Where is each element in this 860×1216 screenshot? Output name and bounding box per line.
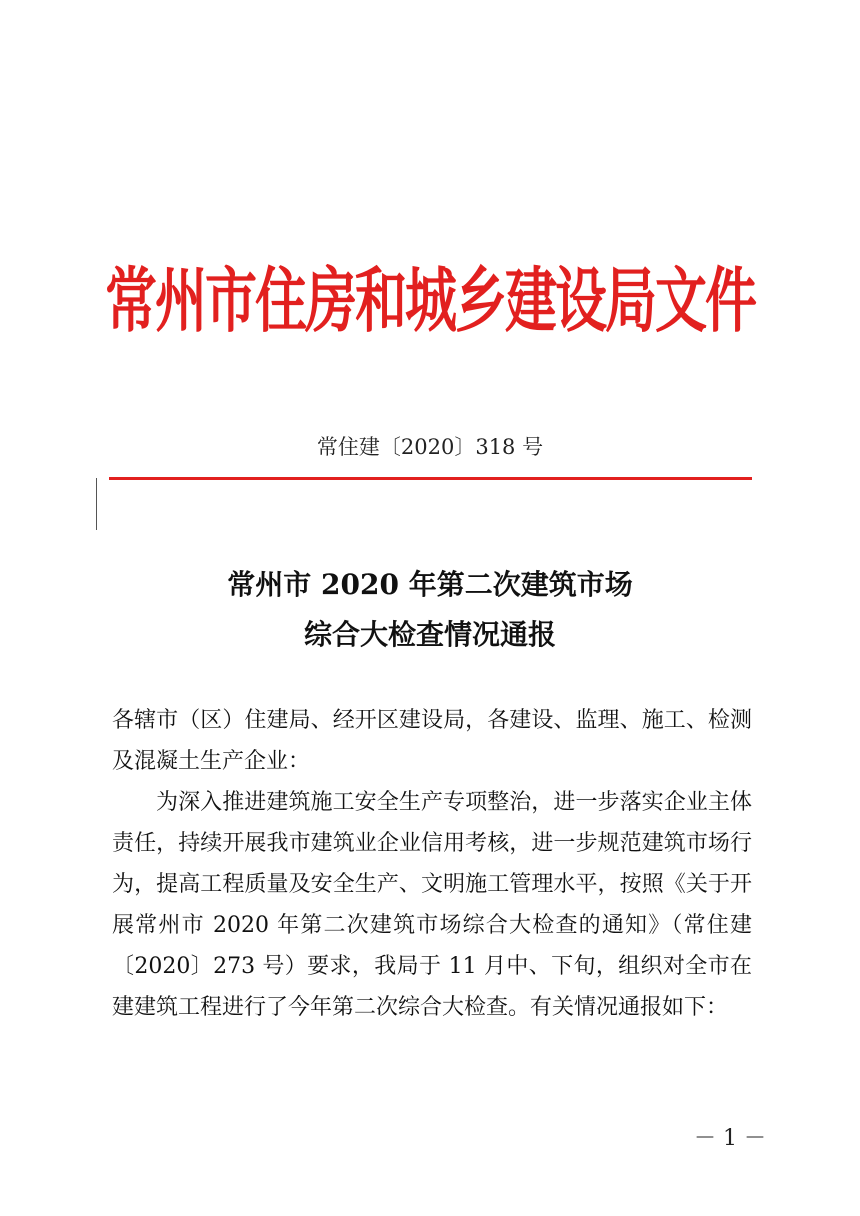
issuer-header: 常州市住房和城乡建设局文件 xyxy=(104,261,755,343)
salutation: 各辖市（区）住建局、经开区建设局，各建设、监理、施工、检测及混凝土生产企业： xyxy=(112,708,752,774)
margin-mark xyxy=(96,478,97,530)
document-body xyxy=(112,700,752,1028)
page-number: － 1 － xyxy=(694,1126,766,1151)
title-line-1: 常州市 2020 年第二次建筑市场 xyxy=(227,568,633,601)
red-separator-line xyxy=(109,477,752,480)
title-line-2: 综合大检查情况通报 xyxy=(303,618,556,651)
document-title xyxy=(0,560,860,660)
body-paragraph: 为深入推进建筑施工安全生产专项整治，进一步落实企业主体责任，持续开展我市建筑业企业信用考核，进一步规范建筑市场行为，提高工程质量及安全生产、文明施工管理水平，按照《关于开展常州市 2020 年第二次建筑市场综合大检查的通知》（常住建〔2020〕273 号）要求，我局于 11 月中、下旬，组织对全市在建建筑工程进行了今年第二次综合大检查。有关情况通报如下： xyxy=(112,790,752,1020)
document-number: 常住建〔2020〕318 号 xyxy=(316,435,544,459)
